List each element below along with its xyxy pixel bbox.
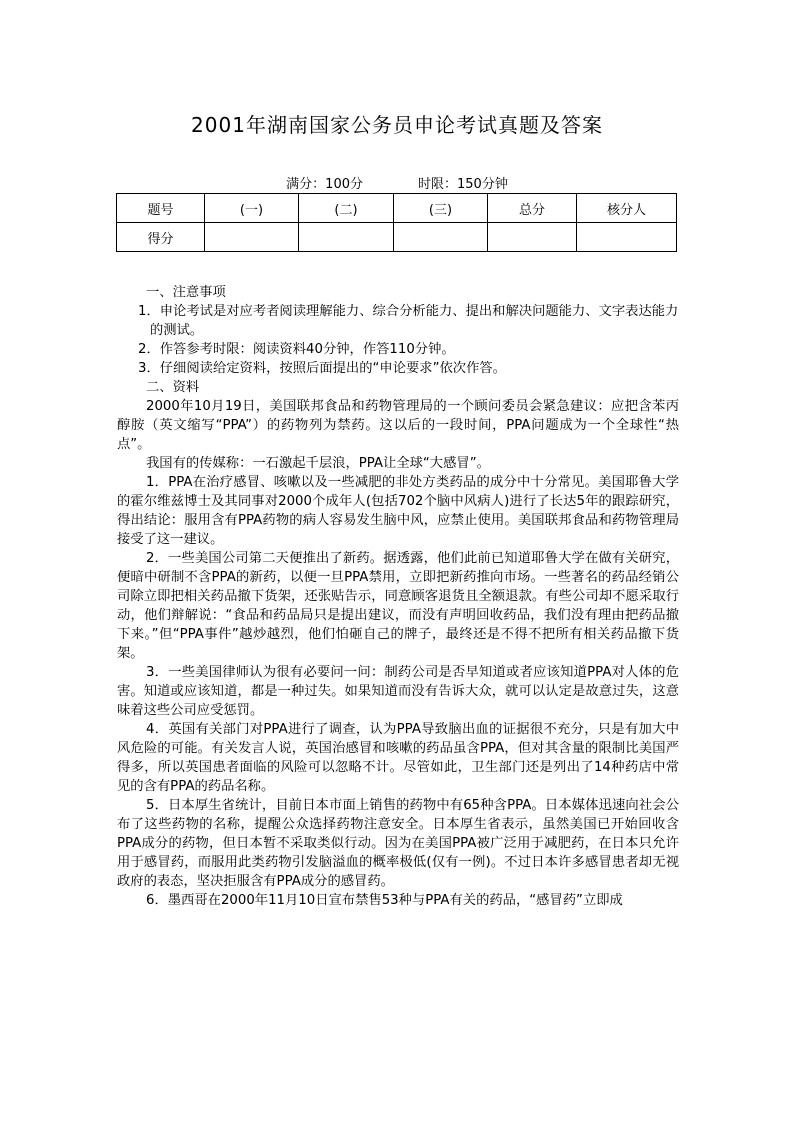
material-paragraph: 我国有的传媒称：一石激起千层浪，PPA让全球“大感冒”。 [146, 456, 490, 471]
exam-meta [0, 173, 794, 192]
material-paragraph: 2．一些美国公司第二天便推出了新药。据透露，他们此前已知道耶鲁大学在做有关研究，便暗中研制不含PPA的新药，以便一旦PPA禁用，立即把新药推向市场。一些著名的药品经销公司除立即把相关药品撤下货架，还张贴告示，同意顾客退货且全额退款。有些公司却不愿采取行动，他们辩解说：“食品和药品局只是提出建议，而没有声明回收药品，我们没有理由把药品撤下来。”但“PPA事件”越炒越烈，他们怕砸自己的牌子，最终还是不得不把所有相关药品撤下货架。 [117, 551, 679, 661]
row-label-score: 得分 [117, 223, 205, 252]
material-paragraph: 6．墨西哥在2000年11月10日宣布禁售53种与PPA有关的药品，“感冒药”立即成 [146, 893, 623, 908]
score-table-header-row [117, 194, 677, 223]
document-body [117, 283, 679, 910]
material-paragraph: 3．一些美国律师认为很有必要问一问：制药公司是否早知道或者应该知道PPA对人体的危害。知道或应该知道，都是一种过失。如果知道而没有告诉大众，就可以认定是故意过失，这意味着这些公司应受惩罚。 [117, 665, 679, 718]
note-item: 3．仔细阅读给定资料，按照后面提出的“申论要求”依次作答。 [138, 361, 506, 376]
score-cell-part-1 [205, 223, 299, 252]
time-limit: 时限：150分钟 [418, 177, 508, 192]
header-cell-total: 总分 [488, 194, 577, 223]
score-cell-checker [577, 223, 677, 252]
material-paragraph: 1．PPA在治疗感冒、咳嗽以及一些减肥的非处方类药品的成分中十分常见。美国耶鲁大学的霍尔维兹博士及其同事对2000个成年人(包括702个脑中风病人)进行了长达5年的跟踪研究，得出结论：服用含有PPA药物的病人容易发生脑中风，应禁止使用。美国联邦食品和药物管理局接受了这一建议。 [117, 475, 679, 547]
material-paragraph: 5．日本厚生省统计，目前日本市面上销售的药物中有65种含PPA。日本媒体迅速向社会公布了这些药物的名称，提醒公众选择药物注意安全。日本厚生省表示，虽然美国已开始回收含PPA成分的药物，但日本暂不采取类似行动。因为在美国PPA被广泛用于减肥药，在日本只允许用于感冒药，而服用此类药物引发脑溢血的概率极低(仅有一例)。不过日本许多感冒患者却无视政府的表态，坚决拒服含有PPA成分的感冒药。 [117, 798, 679, 889]
header-cell-checker: 核分人 [577, 194, 677, 223]
header-cell-question-no: 题号 [117, 194, 205, 223]
score-cell-part-2 [299, 223, 394, 252]
score-table-score-row [117, 223, 677, 252]
section-heading-notes: 一、注意事项 [146, 285, 226, 300]
material-paragraph: 4．英国有关部门对PPA进行了调查，认为PPA导致脑出血的证据很不充分，只是有加大中风危险的可能。有关发言人说，英国治感冒和咳嗽的药品虽含PPA，但对其含量的限制比美国严得多，所以英国患者面临的风险可以忽略不计。尽管如此，卫生部门还是列出了14种药店中常见的含有PPA的药品名称。 [117, 722, 679, 794]
full-score: 满分：100分 [286, 177, 363, 192]
header-cell-part-3: (三) [394, 194, 488, 223]
header-cell-part-2: (二) [299, 194, 394, 223]
note-item: 1．申论考试是对应考者阅读理解能力、综合分析能力、提出和解决问题能力、文字表达能力的测试。 [138, 304, 679, 338]
score-cell-part-3 [394, 223, 488, 252]
score-table [116, 193, 677, 252]
score-cell-total [488, 223, 577, 252]
document-title: 2001年湖南国家公务员申论考试真题及答案 [191, 113, 603, 137]
material-paragraph: 2000年10月19日，美国联邦食品和药物管理局的一个顾问委员会紧急建议：应把含苯丙醇胺（英文缩写“PPA”）的药物列为禁药。这以后的一段时间，PPA问题成为一个全球性“热点”。 [117, 399, 679, 452]
note-item: 2．作答参考时限：阅读资料40分钟，作答110分钟。 [138, 342, 455, 357]
header-cell-part-1: (一) [205, 194, 299, 223]
section-heading-materials: 二、资料 [146, 380, 200, 395]
